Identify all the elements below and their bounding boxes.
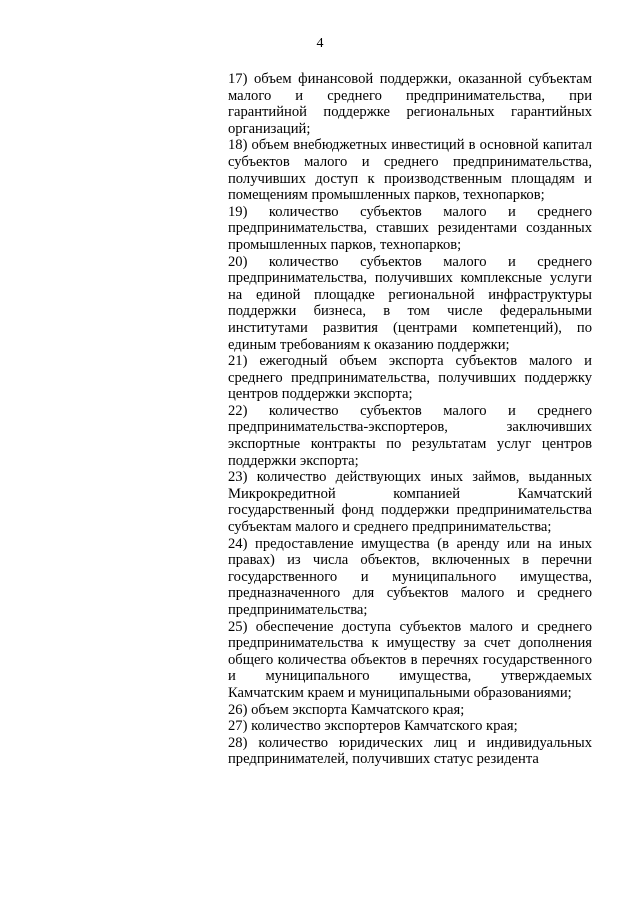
list-item-27: 27) количество экспортеров Камчатского края;	[228, 718, 518, 735]
list-item-20: 20) количество субъектов малого и среднего предпринимательства, получивших комплексные услуги на единой площадке региональной инфраструктуры поддержки бизнеса, в том числе федеральными институтами развития (центрами компетенций), по единым требованиям к оказанию поддержки;	[228, 253, 592, 353]
page-number: 4	[316, 36, 324, 51]
list-item-23: 23) количество действующих иных займов, выданных Микрокредитной компанией Камчатский государственный фонд поддержки предпринимательства субъектам малого и среднего предпринимательства;	[228, 469, 592, 536]
list-item-21: 21) ежегодный объем экспорта субъектов малого и среднего предпринимательства, получивших поддержку центров поддержки экспорта;	[228, 353, 592, 403]
list-item-24: 24) предоставление имущества (в аренду или на иных правах) из числа объектов, включенных в перечни государственного и муниципального имущества, предназначенного для субъектов малого и среднего предпринимательства;	[228, 535, 592, 618]
list-item-17: 17) объем финансовой поддержки, оказанной субъектам малого и среднего предпринимательства, при гарантийной поддержке региональных гарантийных организаций;	[228, 71, 592, 137]
list-item-25: 25) обеспечение доступа субъектов малого и среднего предпринимательства к имуществу за счет дополнения общего количества объектов в перечнях государственного и муниципального имущества, утверждаемых Камчатским краем и муниципальными образованиями;	[228, 618, 592, 701]
list-item-22: 22) количество субъектов малого и среднего предпринимательства-экспортеров, заключивших экспортные контракты по результатам услуг центров поддержки экспорта;	[228, 402, 592, 469]
list-item-26: 26) объем экспорта Камчатского края;	[228, 701, 465, 718]
list-item-28: 28) количество юридических лиц и индивидуальных предпринимателей, получивших статус резидента	[228, 734, 592, 768]
document-body	[228, 71, 592, 768]
list-item-18: 18) объем внебюджетных инвестиций в основной капитал субъектов малого и среднего предпринимательства, получивших доступ к производственным площадям и помещениям промышленных парков, технопарков;	[228, 137, 592, 204]
list-item-19: 19) количество субъектов малого и среднего предпринимательства, ставших резидентами созданных промышленных парков, технопарков;	[228, 203, 592, 253]
